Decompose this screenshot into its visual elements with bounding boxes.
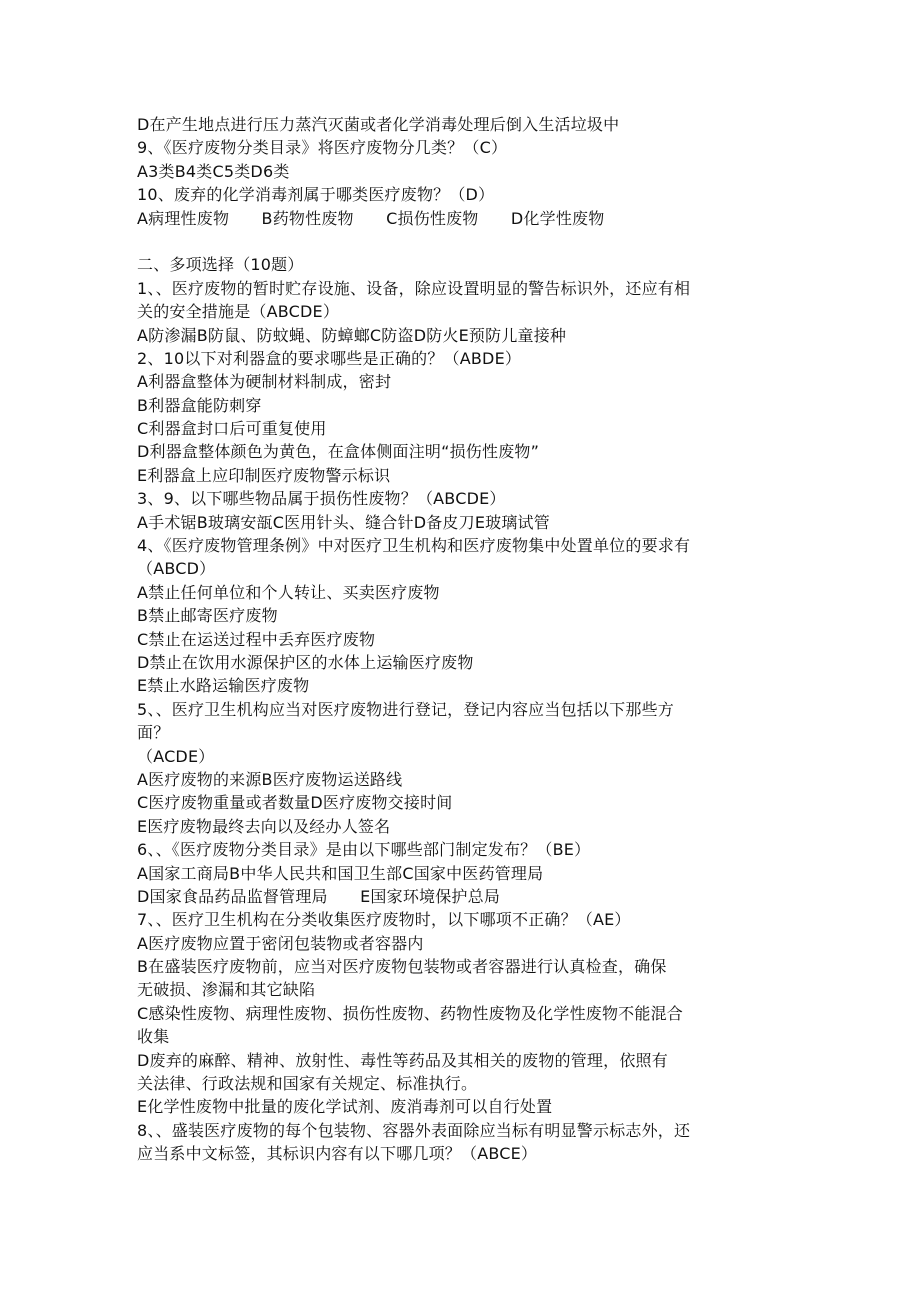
blank-line [137,230,787,253]
text-line: D废弃的麻醉、精神、放射性、毒性等药品及其相关的废物的管理，依照有 [137,1050,668,1070]
text-line: A禁止任何单位和个人转让、买卖医疗废物 [137,582,440,602]
text-line: B利器盒能防刺穿 [137,395,262,415]
text-line: E医疗废物最终去向以及经办人签名 [137,816,391,836]
text-line: 收集 [137,1027,170,1047]
text-line: A医疗废物的来源B医疗废物运送路线 [137,769,403,789]
text-line: E利器盒上应印制医疗废物警示标识 [137,465,391,485]
text-line: A国家工商局B中华人民共和国卫生部C国家中医药管理局 [137,863,544,883]
text-line: D利器盒整体颜色为黄色，在盒体侧面注明“损伤性废物” [137,442,540,462]
text-line: C禁止在运送过程中丢弃医疗废物 [137,629,376,649]
text-line: 8、、盛装医疗废物的每个包装物、容器外表面除应当标有明显警示标志外，还 [137,1120,691,1140]
text-line: A手术锯B玻璃安瓿C医用针头、缝合针D备皮刀E玻璃试管 [137,512,550,532]
text-line: （ACDE） [137,746,215,766]
text-line: 6、、《医疗废物分类目录》是由以下哪些部门制定发布？（BE） [137,840,591,860]
text-line: A医疗废物应置于密闭包装物或者容器内 [137,933,424,953]
text-line: C感染性废物、病理性废物、损伤性废物、药物性废物及化学性废物不能混合 [137,1003,683,1023]
document-body [137,113,787,1166]
text-line: E禁止水路运输医疗废物 [137,676,310,696]
text-line: A防渗漏B防鼠、防蚊蝇、防蟑螂C防盗D防火E预防儿童接种 [137,325,567,345]
text-line: （ABCD） [137,559,216,579]
text-line: A3类B4类C5类D6类 [137,161,290,181]
text-line: C医疗废物重量或者数量D医疗废物交接时间 [137,793,453,813]
text-line: D在产生地点进行压力蒸汽灭菌或者化学消毒处理后倒入生活垃圾中 [137,115,620,134]
text-line: D国家食品药品监督管理局 E国家环境保护总局 [137,886,501,906]
text-line: 7、、医疗卫生机构在分类收集医疗废物时，以下哪项不正确？（AE） [137,910,631,930]
text-line: B禁止邮寄医疗废物 [137,606,278,626]
text-line: 2、10以下对利器盒的要求哪些是正确的？（ABDE） [137,348,522,368]
text-line: E化学性废物中批量的废化学试剂、废消毒剂可以自行处置 [137,1097,553,1117]
text-line: B在盛装医疗废物前，应当对医疗废物包装物或者容器进行认真检查，确保 [137,957,667,977]
text-line: 无破损、渗漏和其它缺陷 [137,980,316,1000]
text-line: A病理性废物 B药物性废物 C损伤性废物 D化学性废物 [137,208,605,228]
text-line: 二、多项选择（10题） [137,255,304,275]
text-line: 应当系中文标签，其标识内容有以下哪几项？（ABCE） [137,1144,538,1164]
text-line: 3、9、以下哪些物品属于损伤性废物？（ABCDE） [137,489,506,509]
text-line: 1、、医疗废物的暂时贮存设施、设备，除应设置明显的警告标识外，还应有相 [137,278,691,298]
text-line: C利器盒封口后可重复使用 [137,419,327,439]
text-line: 10、废弃的化学消毒剂属于哪类医疗废物？（D） [137,185,495,205]
text-line: 5、、医疗卫生机构应当对医疗废物进行登记，登记内容应当包括以下那些方 [137,699,674,719]
text-line: 关的安全措施是（ABCDE） [137,302,340,322]
text-line: A利器盒整体为硬制材料制成，密封 [137,372,392,392]
text-line: D禁止在饮用水源保护区的水体上运输医疗废物 [137,652,474,672]
text-line: 关法律、行政法规和国家有关规定、标准执行。 [137,1074,478,1094]
text-line: 4、《医疗废物管理条例》中对医疗卫生机构和医疗废物集中处置单位的要求有 [137,536,691,556]
text-line: 面？ [137,723,170,743]
text-line: 9、《医疗废物分类目录》将医疗废物分几类？（C） [137,138,508,158]
